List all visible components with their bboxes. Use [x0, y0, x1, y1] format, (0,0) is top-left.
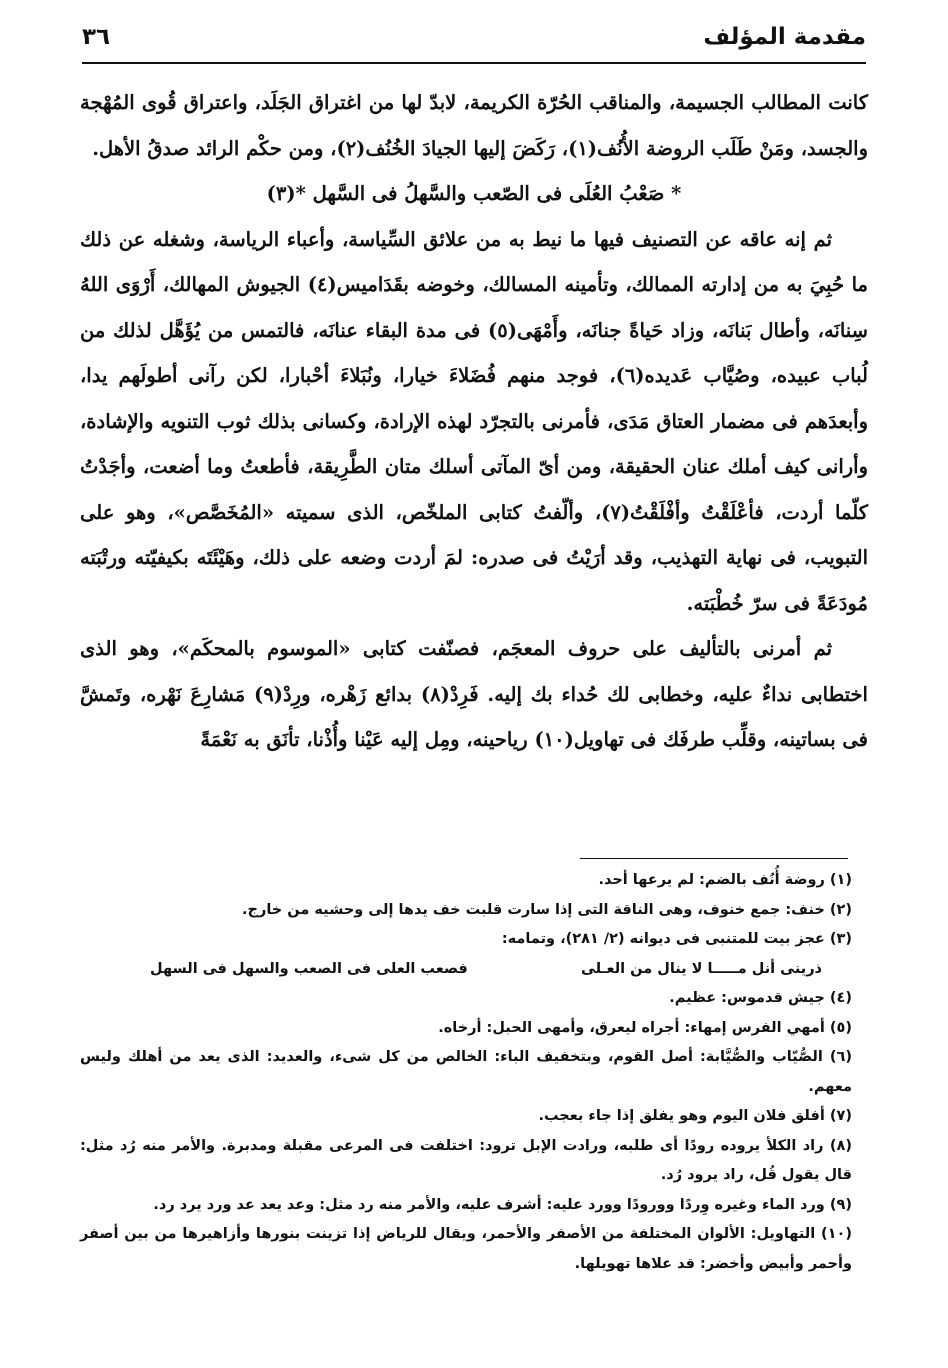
footnote-9: (٩) ورد الماء وغيره وِردًا وورودًا وورد عليه: أشرف عليه، والأمر منه رد مثل: وعد يعد عد ورد يرد رد. [153, 1196, 852, 1213]
footnote-4: (٤) جيش قدموس: عظيم. [669, 990, 852, 1006]
header-rule [82, 62, 866, 64]
main-text [80, 80, 868, 763]
paragraph-3: ثم أمرنى بالتأليف على حروف المعجَم، فصنّفت كتابى «الموسوم بالمحكَم»، وهو الذى اختطابى نداءٌ عليه، وخطابى لك حُداء بك إليه. فَرِدْ(٨) بدائع زَهْره، ورِدْ(٩) مَشارِعَ نَهْره، وتَمشَّ فى بساتينه، وقلِّب طرفَك فى تهاويل(١٠) رياحينه، ومِل إليه عَيْنا وأُذْنا، تأنَق به نَعْمَةً [80, 637, 868, 751]
verse-second-half: فصعب العلى فى الصعب والسهل فى السهل [150, 960, 468, 977]
footnotes [80, 866, 852, 1279]
footnote-3: (٣) عجز بيت للمتنبى فى ديوانه (٢/ ٢٨١)، وتمامه: [501, 931, 852, 947]
verse-first-half: ذرينى أنل مـــــا لا ينال من العـلى [580, 960, 822, 977]
footnote-3-verse [80, 955, 852, 985]
footnote-6: (٦) الصُّيّاب والصُّيَّابة: أصل القوم، وبتخفيف الباء: الخالص من كل شىء، والعديد: الذى يعد من أهلك وليس معهم. [80, 1049, 852, 1095]
page-number: ٣٦ [82, 24, 111, 50]
running-title: مقدمة المؤلف [703, 24, 866, 50]
page-header [82, 14, 866, 60]
footnote-7: (٧) أفلق فلان اليوم وهو يفلق إذا جاء بعجب. [538, 1108, 852, 1124]
footnote-1: (١) روضة أُنُف بالضم: لم يرعها أحد. [598, 872, 852, 888]
footnote-2: (٢) خنف: جمع خنوف، وهى الناقة التى إذا سارت قلبت خف يدها إلى وحشيه من خارج. [242, 901, 852, 918]
footnote-separator [580, 858, 848, 859]
footnote-5: (٥) أمهي الفرس إمهاء: أجراه ليعرق، وأمهى الحبل: أرخاه. [438, 1019, 852, 1036]
verse-line: * صَعْبُ العُلَى فى الصّعب والسَّهلُ فى السَّهل *(٣) [266, 182, 682, 205]
footnote-8: (٨) راد الكلأ يروده رودًا أى طلبه، ورادت الإبل ترود: اختلفت فى المرعى مقبلة ومدبرة. والأمر منه رُد مثل: قال يقول قُل، راد يرود رُد. [80, 1137, 852, 1183]
paragraph-2: ثم إنه عاقه عن التصنيف فيها ما نيط به من علائق السِّياسة، وأعباء الرياسة، وشغله عن ذلك ما حُبِيَ به من إدارته الممالك، وتأمينه المسالك، وخوضه بقَدَاميس(٤) الجيوش المهالك، أَرْوَى اللهُ سِنانَه، وأطال بَنانَه، وزاد حَياةً جنانَه، وأَمْهَى(٥) فى مدة البقاء عنانَه، فالتمس من يُؤَهَّل لذلك من لُباب عبيده، وصُيَّاب عَديده(٦)، فوجد منهم فُضَلاءَ خيارا، ونُبَلاءَ أحْبارا، لكن رآنى أطولَهم يدا، وأبعدَهم فى مضمار العتاق مَدَى، فأمرنى بالتجرّد لهذه الإرادة، وكسانى بذلك ثوب التنويه والإشادة، وأرانى كيف أملك عنان الحقيقة، ومن أىّ المآتى أسلك متان الطَّرِيقة، فأطعتُ وما أضعت، وأجَدْتُ كلّما أردت، فأعْلَقْتُ وأفْلَقْتُ(٧)، وألّفتُ كتابى الملخّص، الذى سميته «المُخَصَّص»، وهو على التبويب، فى نهاية التهذيب، وقد أرَيْتُ فى صدره: لمَ أردت وضعه على ذلك، وهَيْئَتَه بكيفيّته ورتْبَته مُودَعَةً فى سرّ خُطْبَته. [80, 227, 868, 615]
footnote-10: (١٠) التهاويل: الألوان المختلفة من الأصفر والأحمر، ويقال للرياض إذا تزينت بنورها وأزاهيرها من بين أصفر وأحمر وأبيض وأخضر: قد علاها تهويلها. [80, 1226, 852, 1272]
paragraph-1: كانت المطالب الجسيمة، والمناقب الحُرّة الكريمة، لابدّ لها من اغتراق الجَلَد، واعتراق قُوى المُهْجة والجسد، ومَنْ طَلَب الروضة الأُنُف(١)، رَكَضَ إليها الجيادَ الخُنُف(٢)، ومن حكْم الرائد صدقُ الأهل. [80, 91, 868, 160]
